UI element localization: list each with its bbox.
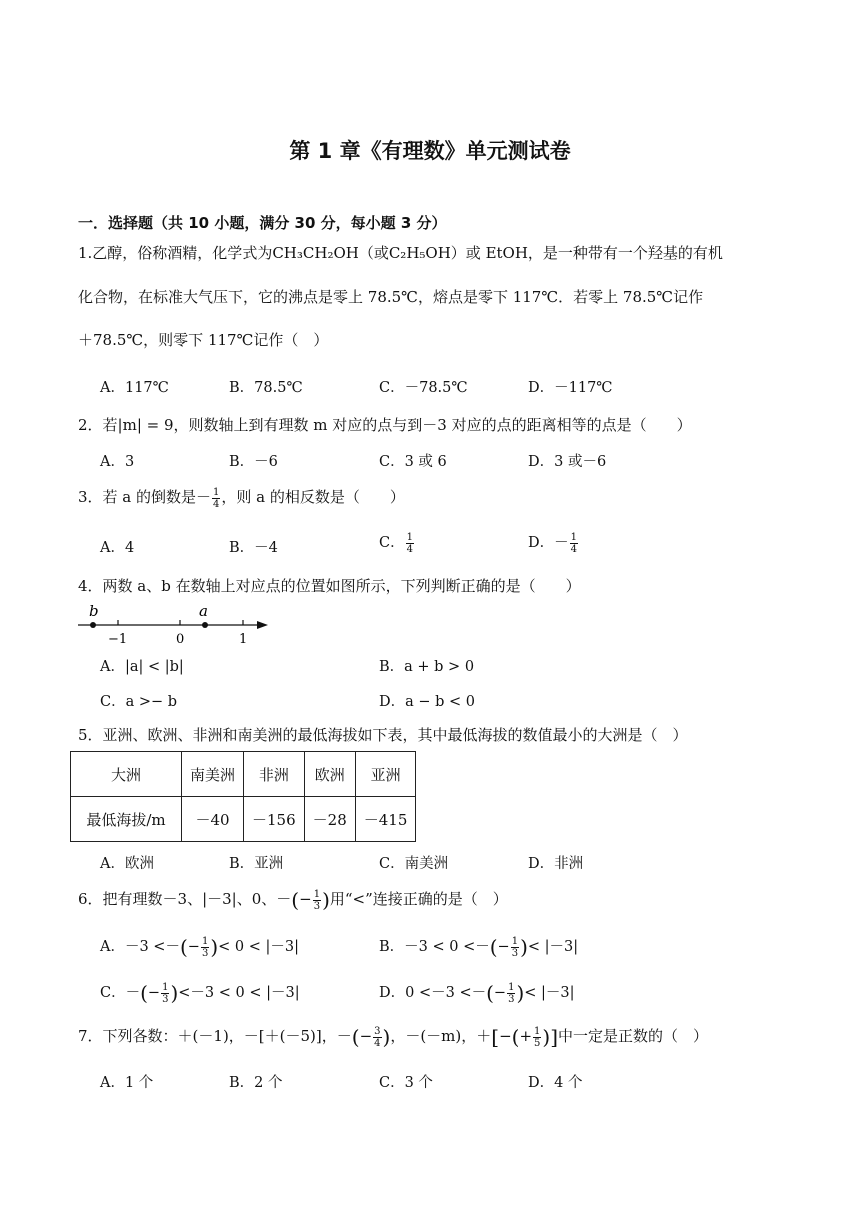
frac-den: 3 bbox=[511, 947, 519, 959]
label-a: a bbox=[199, 602, 208, 620]
q3-option-b: B．－4 bbox=[229, 540, 278, 556]
q6-stem-b: 用“<”连接正确的是（ ） bbox=[329, 890, 508, 908]
q2-option-b: B．－6 bbox=[229, 454, 278, 470]
paren-close: ) bbox=[382, 1025, 391, 1049]
q6-option-a: A．－3 <－(− $\frac{1}{3}$ )< 0 < |－3| bbox=[100, 935, 299, 959]
paren-open: ( bbox=[291, 888, 300, 912]
q5-option-b: B．亚洲 bbox=[229, 856, 284, 872]
point-b bbox=[90, 622, 96, 628]
q7-option-c: C．3 个 bbox=[379, 1075, 433, 1091]
paren-close: ) bbox=[322, 888, 330, 912]
table-row bbox=[71, 797, 416, 842]
q2-option-a: A．3 bbox=[100, 454, 135, 470]
label-b: b bbox=[89, 602, 99, 620]
frac-num: 1 bbox=[511, 935, 519, 947]
q7-fraction-1-5 bbox=[533, 1026, 541, 1049]
bracket-open: [ bbox=[491, 1025, 500, 1049]
q3-stem-b: ，则 a 的相反数是（ ） bbox=[221, 488, 405, 506]
q1-option-d: D．－117℃ bbox=[528, 380, 613, 396]
q3-option-a: A．4 bbox=[100, 540, 135, 556]
table-header-cell: 南美洲 bbox=[182, 752, 244, 797]
table-header-cell: 欧洲 bbox=[304, 752, 355, 797]
q1-option-a: A．117℃ bbox=[100, 380, 169, 396]
frac-den: 3 bbox=[162, 993, 169, 1005]
q7-option-d: D．4 个 bbox=[528, 1075, 583, 1091]
q3-option-c-den: 4 bbox=[406, 543, 413, 555]
q5-option-a: A．欧洲 bbox=[100, 856, 154, 872]
q1-option-b: B．78.5℃ bbox=[229, 380, 303, 396]
q6-stem-a: 6．把有理数－3、|－3|、0、－ bbox=[78, 890, 292, 908]
q6-option-a-left: A．－3 <－ bbox=[100, 939, 180, 955]
q6-option-b: B．－3 < 0 <－(− $\frac{1}{3}$ )< |－3| bbox=[379, 935, 579, 959]
q4-option-a: A．|a| < |b| bbox=[100, 659, 184, 675]
q6-option-d-left: D．0 <－3 <－ bbox=[379, 985, 487, 1001]
paren-open: ( bbox=[489, 935, 498, 959]
q3-stem bbox=[78, 486, 405, 510]
tick-label-0: 0 bbox=[176, 632, 185, 646]
q2-option-d: D．3 或－6 bbox=[528, 454, 607, 470]
table-header-cell: 亚洲 bbox=[355, 752, 416, 797]
paren-close: ) bbox=[170, 981, 179, 1005]
paren-close: ) bbox=[516, 981, 525, 1005]
table-header-cell: 非洲 bbox=[244, 752, 305, 797]
q6-option-d-fraction bbox=[507, 982, 515, 1005]
point-a bbox=[202, 622, 208, 628]
q2-stem: 2．若|m| = 9，则数轴上到有理数 m 对应的点与到－3 对应的点的距离相等的点是（ ） bbox=[78, 416, 692, 434]
frac-num: 1 bbox=[201, 935, 209, 947]
q3-option-c-fraction bbox=[406, 532, 414, 555]
q5-option-d: D．非洲 bbox=[528, 856, 584, 872]
bracket-close: ] bbox=[550, 1025, 559, 1049]
q6-option-a-fraction bbox=[201, 936, 209, 959]
frac-den: 5 bbox=[534, 1037, 541, 1049]
q5-option-c: C．南美洲 bbox=[379, 856, 449, 872]
q4-option-c: C．a >− b bbox=[100, 694, 178, 710]
q6-option-c: C．－(− $\frac{1}{3}$ )<－3 < 0 < |－3| bbox=[100, 981, 300, 1005]
q3-option-d bbox=[528, 531, 579, 555]
table-row bbox=[71, 752, 416, 797]
table-cell: －415 bbox=[355, 797, 416, 842]
paren-open: ( bbox=[511, 1025, 520, 1049]
q4-option-b: B．a + b > 0 bbox=[379, 659, 475, 675]
frac-den: 3 bbox=[201, 947, 209, 959]
q1-line3: ＋78.5℃，则零下 117℃记作（ ） bbox=[78, 331, 329, 349]
q1-line2: 化合物，在标准大气压下，它的沸点是零上 78.5℃，熔点是零下 117℃．若零上 78.5℃记作 bbox=[78, 288, 704, 306]
frac-num: 3 bbox=[374, 1025, 381, 1037]
tick-label-1: 1 bbox=[239, 632, 248, 646]
q6-option-b-fraction bbox=[511, 936, 519, 959]
q7-option-b: B．2 个 bbox=[229, 1075, 283, 1091]
paren-open: ( bbox=[486, 981, 494, 1005]
q6-option-c-right: <－3 < 0 < |－3| bbox=[178, 985, 300, 1001]
q7-stem-c: 中一定是正数的（ ） bbox=[558, 1027, 709, 1045]
q3-option-d-num: 1 bbox=[570, 531, 578, 543]
q3-option-d-label: D．－ bbox=[528, 535, 569, 551]
q3-option-c-label: C． bbox=[379, 535, 405, 551]
paren-close: ) bbox=[520, 935, 528, 959]
frac-num: 1 bbox=[508, 981, 515, 993]
table-cell: 最低海拔/m bbox=[71, 797, 182, 842]
frac-den: 4 bbox=[374, 1037, 381, 1049]
q6-option-b-right: < |－3| bbox=[527, 939, 579, 955]
tick-label-neg-1: −1 bbox=[108, 632, 128, 646]
q3-stem-a: 3．若 a 的倒数是－ bbox=[78, 488, 212, 506]
q1-option-c: C．－78.5℃ bbox=[379, 380, 468, 396]
q6-option-c-fraction bbox=[161, 982, 169, 1005]
paren-open: ( bbox=[351, 1025, 360, 1049]
q7-stem-a: 7．下列各数：＋(－1)，－[＋(－5)]，－ bbox=[78, 1027, 352, 1045]
table-header-cell: 大洲 bbox=[71, 752, 182, 797]
q7-option-a: A．1 个 bbox=[100, 1075, 154, 1091]
q7-stem: 7．下列各数：＋(－1)，－[＋(－5)]，－(− $\frac{3}{4}$ )，－(－m)，＋[−(+ $\frac{1}{5}$ )]中一定是正数的（ ） bbox=[78, 1025, 709, 1049]
q1-line1: 1.乙醇，俗称酒精，化学式为CH₃CH₂OH（或C₂H₅OH）或 EtOH，是一种带有一个羟基的有机 bbox=[78, 244, 723, 262]
q6-option-b-left: B．－3 < 0 <－ bbox=[379, 939, 490, 955]
q7-fraction-3-4 bbox=[373, 1026, 381, 1049]
q3-option-c-num: 1 bbox=[406, 531, 413, 543]
frac-den: 3 bbox=[508, 993, 515, 1005]
q6-option-d: D．0 <－3 <－(− $\frac{1}{3}$ )< |－3| bbox=[379, 981, 575, 1005]
q6-option-c-left: C．－ bbox=[100, 985, 141, 1001]
q6-option-d-right: < |－3| bbox=[524, 985, 575, 1001]
q3-option-d-fraction bbox=[570, 532, 578, 555]
paren-close: ) bbox=[542, 1025, 551, 1049]
paren-close: ) bbox=[210, 935, 219, 959]
page-title: 第 1 章《有理数》单元测试卷 bbox=[289, 139, 571, 163]
table-cell: －40 bbox=[182, 797, 244, 842]
q6-fraction bbox=[313, 889, 321, 912]
q3-option-d-den: 4 bbox=[570, 543, 578, 555]
section-heading: 一．选择题（共 10 小题，满分 30 分，每小题 3 分） bbox=[78, 214, 447, 232]
paren-open: ( bbox=[140, 981, 148, 1005]
q3-fraction-den: 4 bbox=[213, 498, 220, 510]
paren-open: ( bbox=[179, 935, 188, 959]
number-line-figure bbox=[74, 602, 274, 646]
q3-fraction-num: 1 bbox=[213, 486, 220, 498]
q6-option-a-right: < 0 < |－3| bbox=[218, 939, 299, 955]
q3-fraction bbox=[212, 487, 220, 510]
q5-stem: 5．亚洲、欧洲、非洲和南美洲的最低海拔如下表，其中最低海拔的数值最小的大洲是（ ） bbox=[78, 726, 688, 744]
q4-stem: 4．两数 a、b 在数轴上对应点的位置如图所示，下列判断正确的是（ ） bbox=[78, 577, 581, 595]
q6-stem: 6．把有理数－3、|－3|、0、－(− $\frac{1}{3}$ )用“<”连接正确的是（ ） bbox=[78, 888, 508, 912]
q6-fraction-den: 3 bbox=[313, 900, 321, 912]
table-cell: －28 bbox=[304, 797, 355, 842]
q7-stem-b: ，－(－m)，＋ bbox=[390, 1027, 492, 1045]
q4-option-d: D．a − b < 0 bbox=[379, 694, 476, 710]
frac-num: 1 bbox=[534, 1025, 541, 1037]
q3-option-c bbox=[379, 531, 415, 555]
frac-num: 1 bbox=[162, 981, 169, 993]
altitude-table bbox=[70, 751, 416, 842]
number-line-arrow bbox=[257, 621, 268, 629]
q6-fraction-num: 1 bbox=[313, 888, 321, 900]
table-cell: －156 bbox=[244, 797, 305, 842]
q2-option-c: C．3 或 6 bbox=[379, 454, 447, 470]
